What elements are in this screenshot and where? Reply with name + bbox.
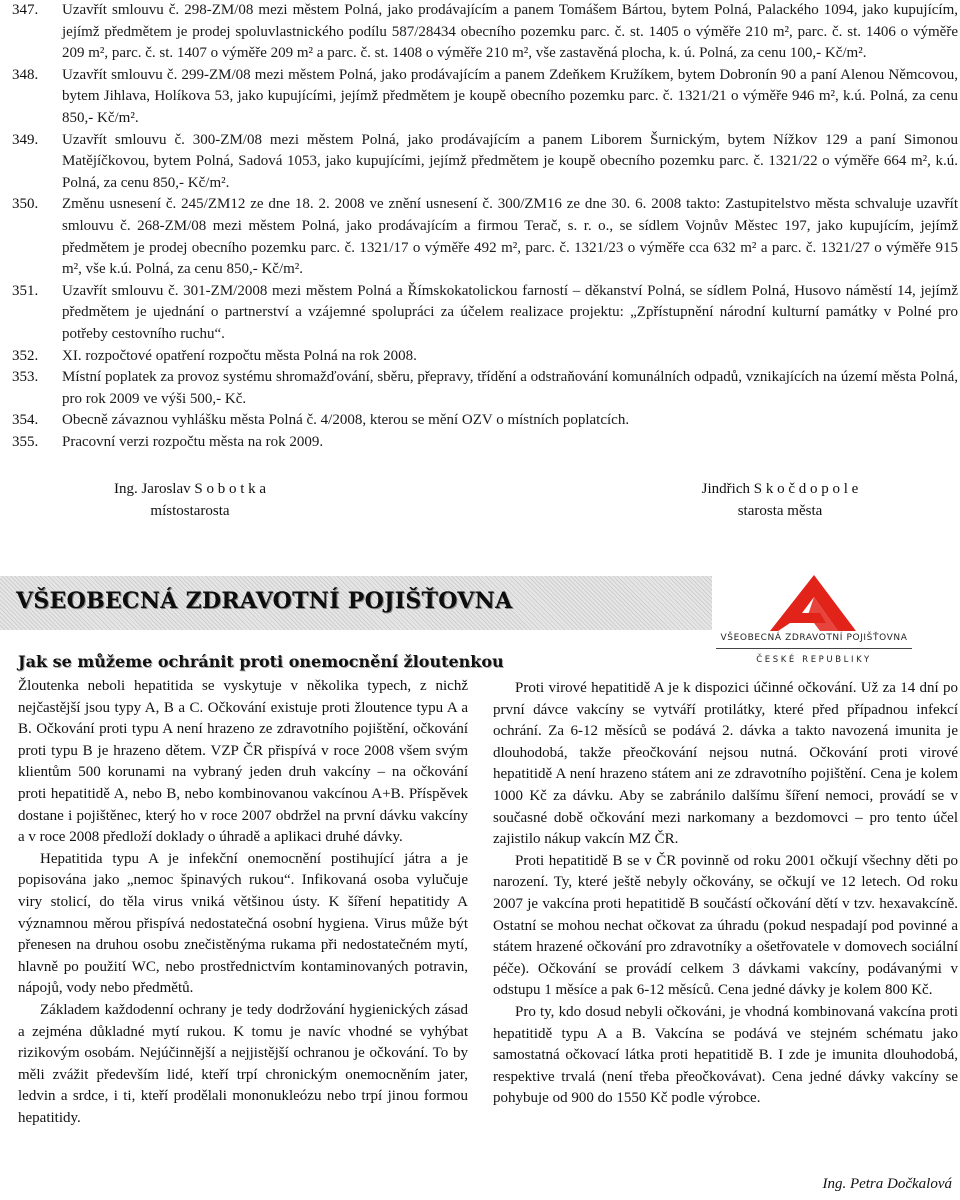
- item-number: 350.: [12, 196, 39, 213]
- item-text: Uzavřít smlouvu č. 298-ZM/08 mezi městem Polná, jako prodávajícím a panem Tomášem Bártou, bytem Polná, Palackého 1094, jako kupujícím, jejímž předmětem je prodej spoluvlastnického podílu 587/28434 obecního pozemku parc. č. st. 1405 o výměře 210 m², parc. č. st. 1406 o výměře 209 m², parc. č. st. 1407 o výměře 209 m² a parc. č. st. 1408 o výměře 210 m², vše zastavěná plocha, k. ú. Polná, za cenu 100,- Kč/m².: [62, 2, 958, 62]
- paragraph: Základem každodenní ochrany je tedy dodržování hygienických zásad a zejména důkladné mytí rukou. K tomu je navíc vhodné se vyhýbat rizikovým osobám. Nejúčinnější a nejjistější ochranou je očkování. To by měli zvážit především lidé, kteří trpí chronickým onemocněním jater, ledvin a srdce, i ti, kteří prodělali mononukleózu nebo trpí jinou formou hepatitidy.: [18, 1001, 468, 1126]
- article-column-right: [493, 678, 958, 1110]
- item-number: 355.: [12, 433, 39, 450]
- article-author: Ing. Petra Dočkalová: [822, 1176, 952, 1192]
- paragraph: Proti virové hepatitidě A je k dispozici účinné očkování. Už za 14 dní po první dávce vakcíny se vytváří protilátky, které před případnou infekcí ochrání. Za 6-12 měsíců se podává 2. dávka a takto navozená imunita je dlouhodobá, takže přeočkování nejsou nutná. Očkování proti virové hepatitidě A není hrazeno státem ani ze zdravotního pojištění. Cena je kolem 1000 Kč za dávku. Aby se zabránilo dalšímu šíření nemoci, provádí se v současné době očkování mezi narkomany a bezdomovci – pro tento účel zajistilo nákup vakcín MZ ČR.: [493, 680, 958, 848]
- article-heading: Jak se můžeme ochránit proti onemocnění žloutenkou: [18, 652, 504, 671]
- signatory-role: místostarosta: [150, 503, 230, 519]
- list-item: [12, 281, 958, 346]
- list-item: [12, 346, 958, 368]
- list-item: [12, 0, 958, 65]
- vzp-logo-mark-icon: [716, 573, 912, 633]
- list-item: [12, 65, 958, 130]
- signature-right: [650, 478, 910, 522]
- item-number: 353.: [12, 369, 39, 386]
- signatory-name: Ing. Jaroslav S o b o t k a: [113, 481, 267, 497]
- list-item: [12, 367, 958, 410]
- logo-divider: [716, 648, 912, 649]
- item-number: 347.: [12, 2, 39, 18]
- signature-left: [60, 478, 320, 522]
- item-number: 348.: [12, 66, 39, 83]
- item-text: Obecně závaznou vyhlášku města Polná č. 4/2008, kterou se mění OZV o místních poplatcích.: [62, 412, 630, 429]
- paragraph: Hepatitida typu A je infekční onemocnění postihující játra a je popisována jako „nemoc špinavých rukou“. Infikovaná osoba vylučuje viry stolicí, do těla virus vniká většinou ústy. K šíření hepatitidy A významnou měrou přispívá nedostatečná osobní hygiena. Virus může být přenesen na druhou osobu znečistěnýma rukama při nedostatečném mytí, hlavně po použití WC, nebo prostřednictvím kontaminovaných potravin, nápojů, vody nebo předmětů.: [18, 850, 468, 997]
- paragraph: Pro ty, kdo dosud nebyli očkováni, je vhodná kombinovaná vakcína proti hepatitidě typu A a B. Vakcína se podává ve stejném schématu jako samostatná očkovací látka proti hepatitidě B. I zde je imunita dlouhodobá, respektive trvalá (není třeba přeočkovávat). Cena jedné dávky vakcíny se pohybuje od 900 do 1550 Kč podle výrobce.: [493, 1003, 958, 1107]
- section-banner: [0, 576, 712, 630]
- logo-name-line: VŠEOBECNÁ ZDRAVOTNÍ POJIŠŤOVNA: [720, 633, 908, 643]
- item-number: 351.: [12, 282, 39, 299]
- vzp-logo: [716, 573, 912, 673]
- list-item: [12, 432, 958, 454]
- item-text: Uzavřít smlouvu č. 301-ZM/2008 mezi městem Polná a Římskokatolickou farností – děkanství Polná, se sídlem Polná, Husovo náměstí 14, jejímž předmětem je ujednání o partnerství a vzájemné spolupráci za účelem realizace projektu: „Zpřístupnění národní kulturní památky v Polné pro potřeby cestovního ruchu“.: [62, 282, 958, 342]
- paragraph: Proti hepatitidě B se v ČR povinně od roku 2001 očkují všechny děti po narození. Ty, které ještě nebyly očkovány, se očkují ve 12 letech. Od roku 2007 je vakcína proti hepatitidě B součástí očkování dětí v tzv. hexavakcíně. Ostatní se mohou nechat očkovat za úhradu (pokud nespadají pod povinné a státem hrazené očkování pro zdravotníky a ošetřovatele v domovech sociální péče). Očkování se provádí celkem 3 dávkami vakcíny, podávanými v odstupu 1 měsíce a pak 6-12 měsíců. Cena jedné dávky je kolem 800 Kč.: [493, 852, 958, 999]
- item-text: Změnu usnesení č. 245/ZM12 ze dne 18. 2. 2008 ve znění usnesení č. 300/ZM16 ze dne 30. 6. 2008 takto: Zastupitelstvo města schvaluje uzavřít smlouvu č. 268-ZM/08 mezi městem Polná, jako prodávajícím a firmou Terač, s. r. o., se sídlem Vojnův Městec 197, jako kupujícím, jejímž předmětem je prodej obecního pozemku parc. č. 1321/17 o výměře 492 m², parc. č. 1321/23 o výměře cca 632 m² a parc. č. 1321/27 o výměře 915 m², vše k.ú. Polná, za cenu 850,- Kč/m².: [62, 196, 958, 278]
- logo-country-line: ČESKÉ REPUBLIKY: [756, 655, 872, 665]
- paragraph: Žloutenka neboli hepatitida se vyskytuje v několika typech, z nichž nejčastější jsou typy A, B a C. Očkování existuje proti žloutence typu A a B. Očkování proti typu A není hrazeno ze zdravotního pojištění, očkování proti typu B je hrazeno dětem. VZP ČR přispívá v roce 2008 všem svým klientům 500 korunami na vybraný jeden druh vakcíny – na očkování proti hepatitidě A, nebo B, nebo kombinovanou vakcínou A+B. Příspěvek dostane i pojištěnec, který ho v roce 2007 obdržel na první dávku vakcíny a v roce 2008 předloží doklady o úhradě a aplikaci druhé dávky.: [18, 678, 468, 846]
- item-text: Uzavřít smlouvu č. 299-ZM/08 mezi městem Polná, jako prodávajícím a panem Zdeňkem Kružíkem, bytem Dobronín 90 a paní Alenou Němcovou, bytem Jihlava, Holíkova 53, jako kupujícími, jejímž předmětem je koupě obecního pozemku parc. č. 1321/21 o výměře 946 m², k.ú. Polná, za cenu 850,- Kč/m².: [62, 66, 958, 126]
- item-text: Pracovní verzi rozpočtu města na rok 2009.: [62, 433, 324, 450]
- item-text: Místní poplatek za provoz systému shromažďování, sběru, přepravy, třídění a odstraňování komunálních odpadů, vznikajících na území města Polná, pro rok 2009 ve výši 500,- Kč.: [62, 369, 958, 407]
- banner-title: VŠEOBECNÁ ZDRAVOTNÍ POJIŠŤOVNA: [16, 588, 513, 614]
- list-item: [12, 410, 958, 432]
- resolution-list: [12, 0, 958, 453]
- item-number: 352.: [12, 347, 39, 364]
- item-number: 354.: [12, 412, 39, 429]
- list-item: [12, 194, 958, 280]
- article-column-left: [18, 676, 468, 1129]
- item-text: Uzavřít smlouvu č. 300-ZM/08 mezi městem Polná, jako prodávajícím a panem Liborem Šurnickým, bytem Nížkov 129 a paní Simonou Matějíčkovou, bytem Polná, Sadová 1053, jako kupujícími, jejímž předmětem je koupě obecního pozemku parc. č. 1321/22 o výměře 664 m², k.ú. Polná, za cenu 850,- Kč/m².: [62, 131, 958, 191]
- signatory-name: Jindřich S k o č d o p o l e: [701, 481, 859, 497]
- item-text: XI. rozpočtové opatření rozpočtu města Polná na rok 2008.: [62, 347, 417, 364]
- list-item: [12, 130, 958, 195]
- item-number: 349.: [12, 131, 39, 148]
- signatory-role: starosta města: [737, 503, 823, 519]
